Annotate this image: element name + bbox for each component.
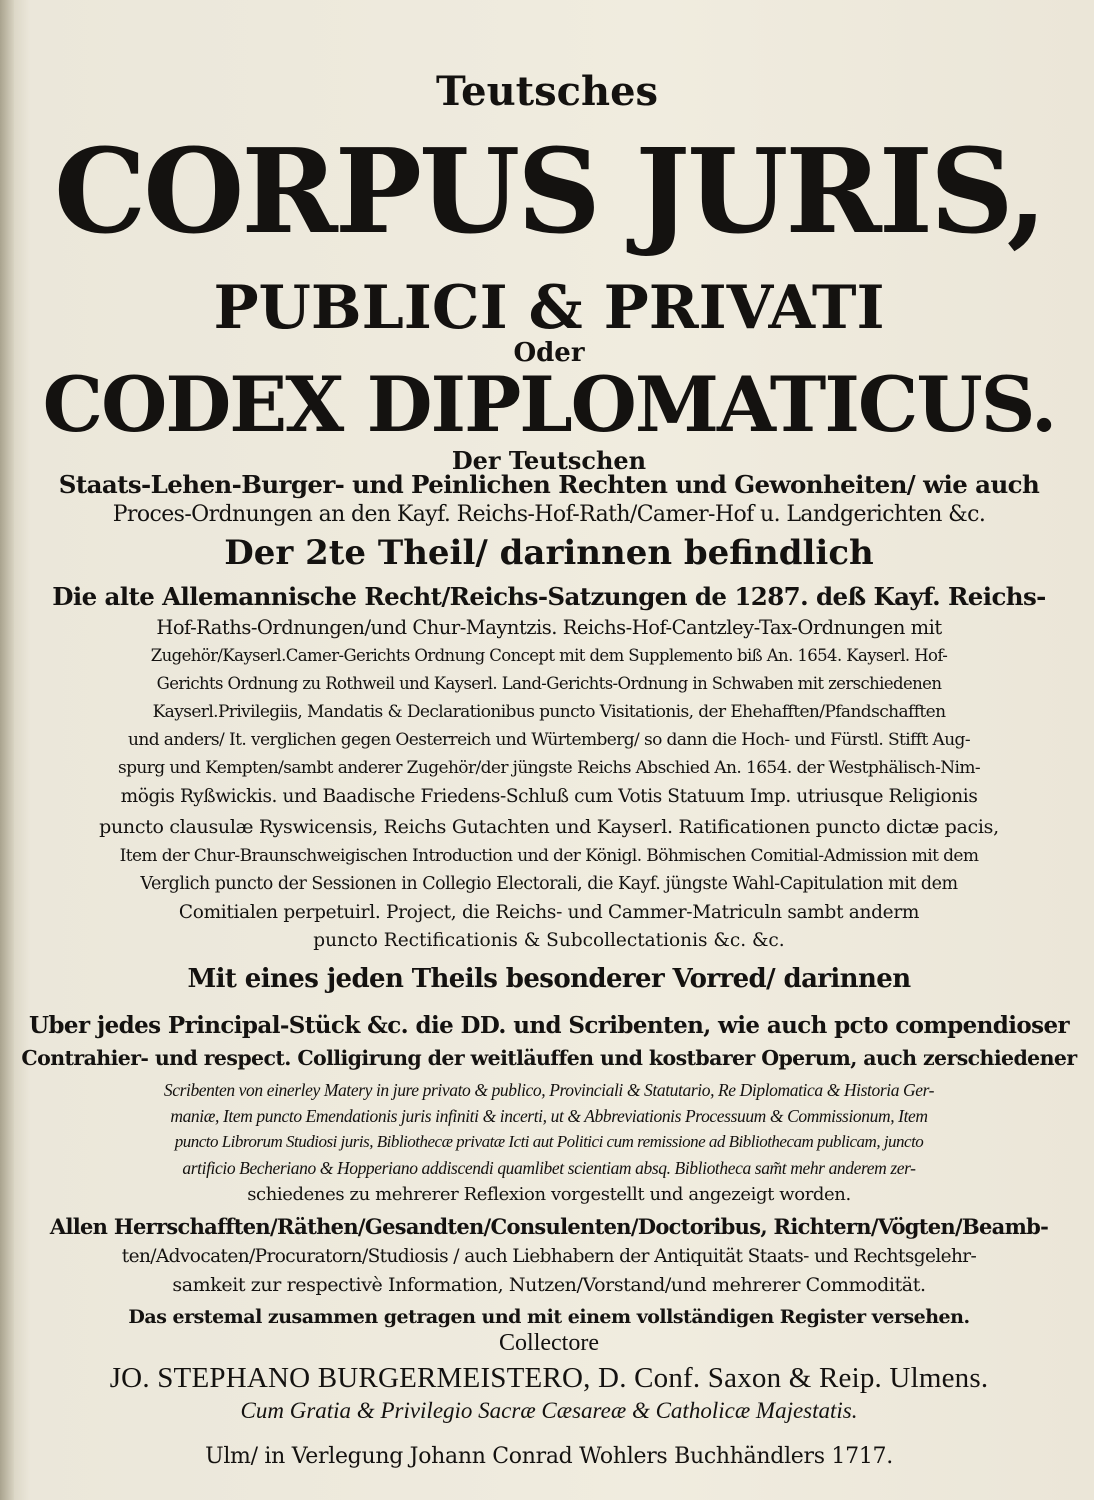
ueber-line-1: Uber jedes Principal-Stück &c. die DD. und Scribenten, wie auch pcto compendioser	[28, 1012, 1070, 1039]
ueber-line-7: schiedenes zu mehrerer Reflexion vorgestellt und angezeigt worden.	[247, 1184, 851, 1205]
desc-line-7: spurg und Kempten/sambt anderer Zugehör/der jüngste Reichs Abschied An. 1654. der Westphälisch-Nim-	[117, 758, 981, 778]
line-staats: Staats-Lehen-Burger- und Peinlichen Rechten und Gewonheiten/ wie auch	[58, 470, 1040, 499]
allen-line-2: ten/Advocaten/Procuratorn/Studiosis / auch Liebhabern der Antiquität Staats- und Rechtsgelehr-	[121, 1246, 977, 1267]
desc-line-11: Verglich puncto der Sessionen in Collegio Electorali, die Kayf. jüngste Wahl-Capitulation mit dem	[140, 874, 958, 894]
ueber-line-5: puncto Librorum Studiosi juris, Bibliothecæ privatæ Icti aut Politici cum remissione ad Bibliothecam publicam, juncto	[174, 1132, 924, 1151]
title-oder: Oder	[513, 338, 585, 368]
allen-line-3: samkeit zur respectivè Information, Nutzen/Vorstand/und mehrerer Commodität.	[172, 1274, 926, 1296]
desc-line-4: Gerichts Ordnung zu Rothweil und Kayserl. Land-Gerichts-Ordnung in Schwaben mit zerschiedenen	[156, 674, 942, 693]
title-main: CORPUS JURIS,	[53, 124, 1045, 260]
privilegio: Cum Gratia & Privilegio Sacræ Cæsareæ & Catholicæ Majestatis.	[240, 1398, 858, 1423]
allen-line-1: Allen Herrschafften/Räthen/Gesandten/Consulenten/Doctoribus, Richtern/Vögten/Beamb-	[49, 1214, 1049, 1239]
line-process: Proces-Ordnungen an den Kayf. Reichs-Hof-Rath/Camer-Hof u. Landgerichten &c.	[112, 502, 986, 527]
desc-line-13: puncto Rectificationis & Subcollectationis &c. &c.	[313, 930, 785, 951]
imprint: Ulm/ in Verlegung Johann Conrad Wohlers Buchhändlers 1717.	[205, 1444, 893, 1469]
desc-line-9: puncto clausulæ Ryswicensis, Reichs Gutachten und Kayserl. Ratificationen puncto dictæ pacis,	[99, 816, 999, 838]
desc-line-2: Hof-Raths-Ordnungen/und Chur-Mayntzis. Reichs-Hof-Cantzley-Tax-Ordnungen mit	[156, 616, 942, 639]
ueber-line-2: Contrahier- und respect. Colligirung der weitläuffen und kostbarer Operum, auch zerschiedener	[21, 1046, 1077, 1070]
line-erstemal: Das erstemal zusammen getragen und mit einem vollständigen Register versehen.	[128, 1306, 970, 1328]
desc-line-1: Die alte Allemannische Recht/Reichs-Satzungen de 1287. deß Kayf. Reichs-	[52, 582, 1046, 611]
desc-line-12: Comitialen perpetuirl. Project, die Reichs- und Cammer-Matriculn sambt anderm	[178, 902, 920, 923]
desc-line-3: Zugehör/Kayserl.Camer-Gerichts Ordnung Concept mit dem Supplemento biß An. 1654. Kayserl. Hof-	[150, 646, 948, 665]
line-theil: Der 2te Theil/ darinnen befindlich	[224, 533, 874, 573]
title-codex: CODEX DIPLOMATICUS.	[42, 360, 1056, 449]
title-small: Teutsches	[435, 68, 659, 115]
desc-line-8: mögis Ryßwickis. und Baadische Friedens-Schluß cum Votis Statuum Imp. utriusque Religionis	[120, 786, 978, 807]
collectore: Collectore	[499, 1330, 599, 1356]
der-teutschen: Der Teutschen	[451, 446, 647, 475]
desc-line-5: Kayserl.Privilegiis, Mandatis & Declarationibus puncto Visitationis, der Ehehafften/Pfandschafften	[152, 702, 946, 722]
desc-line-6: und anders/ It. verglichen gegen Oesterreich und Würtemberg/ so dann die Hoch- und Fürstl. Stifft Aug-	[128, 730, 970, 750]
desc-line-10: Item der Chur-Braunschweigischen Introduction und der Königl. Böhmischen Comitial-Admission mit dem	[119, 846, 979, 866]
ueber-line-4: maniæ, Item puncto Emendationis juris infiniti & incerti, ut & Abbreviationis Processuum & Commissionum, Item	[170, 1106, 928, 1126]
author: JO. STEPHANO BURGERMEISTERO, D. Conf. Saxon & Reip. Ulmens.	[109, 1362, 989, 1394]
ueber-line-6: artificio Becheriano & Hopperiano addiscendi quamlibet scientiam absq. Bibliotheca sam̃t mehr anderem zer-	[182, 1158, 916, 1178]
title-sub: PUBLICI & PRIVATI	[213, 273, 885, 343]
line-vorred: Mit eines jeden Theils besonderer Vorred/ darinnen	[187, 964, 911, 994]
ueber-line-3: Scribenten von einerley Matery in jure privato & publico, Provinciali & Statutario, Re Diplomatica & Historia Ger-	[163, 1080, 935, 1100]
